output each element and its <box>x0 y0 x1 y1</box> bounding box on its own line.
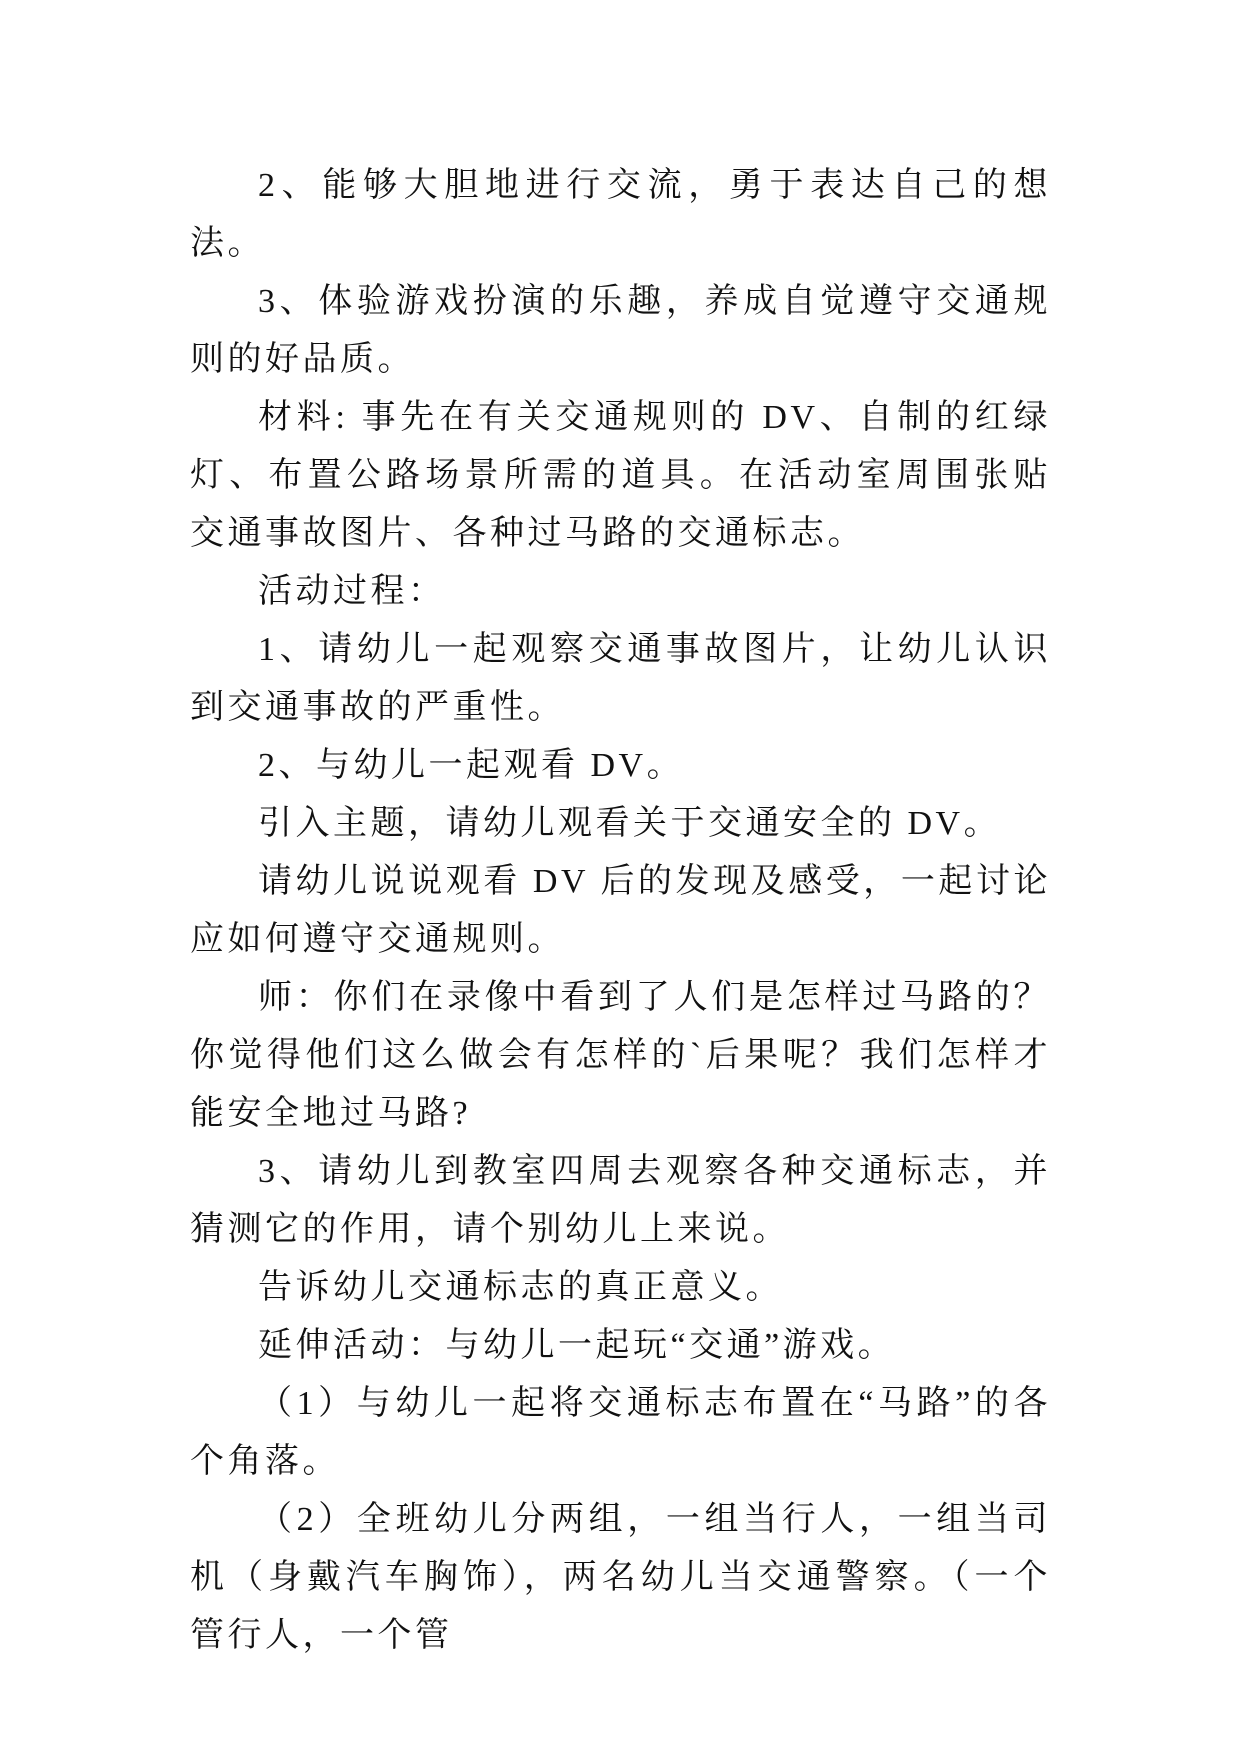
paragraph-extension-1: （1）与幼儿一起将交通标志布置在“马路”的各个角落。 <box>190 1385 1051 1480</box>
paragraph-step-2: 2、与幼儿一起观看 DV。 <box>258 747 685 784</box>
paragraph-step-3: 3、请幼儿到教室四周去观察各种交通标志，并猜测它的作用，请个别幼儿上来说。 <box>190 1153 1051 1248</box>
paragraph-materials: 材料: 事先在有关交通规则的 DV、自制的红绿灯、布置公路场景所需的道具。在活动室周围张贴交通事故图片、各种过马路的交通标志。 <box>190 399 1051 552</box>
paragraph-goal-2: 2、能够大胆地进行交流，勇于表达自己的想法。 <box>190 167 1051 262</box>
paragraph-process-heading: 活动过程： <box>258 573 446 610</box>
paragraph-discussion: 请幼儿说说观看 DV 后的发现及感受，一起讨论应如何遵守交通规则。 <box>190 863 1051 958</box>
paragraph-extension: 延伸活动：与幼儿一起玩“交通”游戏。 <box>258 1327 896 1364</box>
paragraph-goal-3: 3、体验游戏扮演的乐趣，养成自觉遵守交通规则的好品质。 <box>190 283 1051 378</box>
paragraph-extension-2: （2）全班幼儿分两组，一组当行人，一组当司机（身戴汽车胸饰），两名幼儿当交通警察。（一个管行人，一个管 <box>190 1501 1051 1654</box>
paragraph-teacher-question: 师：你们在录像中看到了人们是怎样过马路的？你觉得他们这么做会有怎样的`后果呢？我们怎样才能安全地过马路? <box>190 979 1051 1132</box>
paragraph-tell-meaning: 告诉幼儿交通标志的真正意义。 <box>258 1269 783 1306</box>
paragraph-intro-topic: 引入主题，请幼儿观看关于交通安全的 DV。 <box>258 805 1002 842</box>
document-body <box>190 157 1051 1665</box>
paragraph-step-1: 1、请幼儿一起观察交通事故图片，让幼儿认识到交通事故的严重性。 <box>190 631 1051 726</box>
